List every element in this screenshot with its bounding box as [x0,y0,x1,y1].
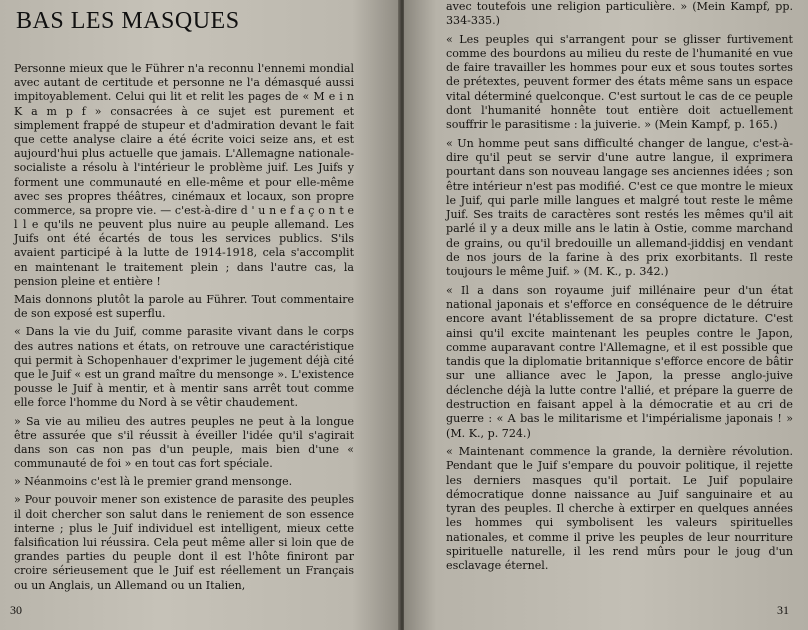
left-page [0,0,400,630]
page-number: 31 [777,603,789,617]
paragraph: avec toutefois une religion particulière. » (Mein Kampf, pp. 334-335.) [446,0,793,28]
paragraph: » Sa vie au milieu des autres peuples ne peut à la longue être assurée que s'il réussit à éveiller l'idée qu'il s'agirait dans son cas non pas d'un peuple, mais bien d'une « communauté de foi » en tout cas fort spéciale. [14,414,354,471]
paragraph: « Un homme peut sans difficulté changer de langue, c'est-à-dire qu'il peut se servir d'une autre langue, il exprimera pourtant dans son nouveau langage ses anciennes idées ; son être intérieur n'est pas modifié. C'est ce que montre le mieux le Juif, qui parle mille langues et malgré tout reste le même Juif. Ses traits de caractères sont restés les mêmes qu'il ait parlé il y a deux mille ans le latin à Ostie, comme marchand de grains, ou qu'il bredouille un allemand-jiddisj en vendant de nos jours de la farine à des prix exorbitants. Il reste toujours le même Juif. » (M. K., p. 342.) [446,136,793,279]
paragraph: » Pour pouvoir mener son existence de parasite des peuples il doit chercher son salut dans le reniement de son essence interne ; plus le Juif individuel est intelligent, mieux cette falsification lui réussira. Cela peut même aller si loin que de grandes parties du peuple dont il est l'hôte finiront par croire sérieusement que le Juif est réellement un Français ou un Anglais, un Allemand ou un Italien, [14,493,354,592]
paragraph: Personne mieux que le Führer n'a reconnu l'ennemi mondial avec autant de certitude et personne ne l'a démasqué aussi impitoyablement. Celui qui lit et relit les pages de « M e i n K a m p f » consacrées à ce sujet est purement et simplement frappé de stupeur et d'admiration devant le fait que cette analyse claire a été écrite voici seize ans, et est aujourd'hui plus actuelle que jamais. L'Allemagne nationale-socialiste a résolu à l'intérieur le problème juif. Les Juifs y forment une communauté en elle-même et pour elle-même avec ses propres théâtres, cinémaux et locaux, son propre commerce, sa propre vie. — c'est-à-dire d ' u n e f a ç o n t e l l e qu'ils ne peuvent plus nuire au peuple allemand. Les Juifs ont été écartés de tous les services publics. S'ils avaient participé à la lutte de 1914-1918, cela s'accomplit en maintenant le traitement plein ; dans l'autre cas, la pension pleine et entière ! [14,62,354,288]
paragraph: » Néanmoins c'est là le premier grand mensonge. [14,475,293,489]
paragraph: « Dans la vie du Juif, comme parasite vivant dans le corps des autres nations et états, on retrouve une caractéristique qui permit à Schopenhauer d'exprimer le jugement déjà cité que le Juif « est un grand maître du mensonge ». L'existence pousse le Juif à mentir, et à mentir sans arrêt tout comme elle force l'homme du Nord à se vêtir chaudement. [14,325,354,410]
right-page [404,0,808,630]
paragraph: « Il a dans son royaume juif millénaire peur d'un état national japonais et s'efforce en conséquence de le détruire encore avant l'établissement de sa propre dictature. C'est ainsi qu'il excite maintenant les peuples contre le Japon, comme auparavant contre l'Allemagne, et il est possible que tandis que la diplomatie britannique s'efforce encore de bâtir sur une alliance avec le Japon, la presse anglo-juive déclenche déjà la lutte contre l'allié, et prépare la guerre de destruction en faisant appel à la démocratie et au cri de guerre : « A bas le militarisme et l'impérialisme japonais ! » (M. K., p. 724.) [446,283,793,440]
running-title: BAS LES MASQUES [16,8,240,34]
paragraph: Mais donnons plutôt la parole au Führer. Tout commentaire de son exposé est superflu. [14,293,354,321]
right-text-column [446,0,793,578]
left-text-column [14,62,354,597]
paragraph: « Maintenant commence la grande, la dernière révolution. Pendant que le Juif s'empare du pouvoir politique, il rejette les derniers masques qu'il portait. Le Juif populaire démocratique donne naissance au Juif sanguinaire et au tyran des peuples. Il cherche à extirper en quelques années les hommes qui symbolisent les valeurs spirituelles nationales, et comme il prive les peuples de leur nourriture spirituelle naturelle, il les rend mûrs pour le joug d'un esclavage éternel. [446,444,793,573]
paragraph: « Les peuples qui s'arrangent pour se glisser furtivement comme des bourdons au milieu du reste de l'humanité en vue de faire travailler les hommes pour eux et sous toutes sortes de prétextes, peuvent former des états même sans un espace vital déterminé quelconque. C'est surtout le cas de ce peuple dont l'humanité honnête tout entière doit actuellement souffrir le parasitisme : la juiverie. » (Mein Kampf, p. 165.) [446,32,793,132]
page-number: 30 [10,603,22,617]
